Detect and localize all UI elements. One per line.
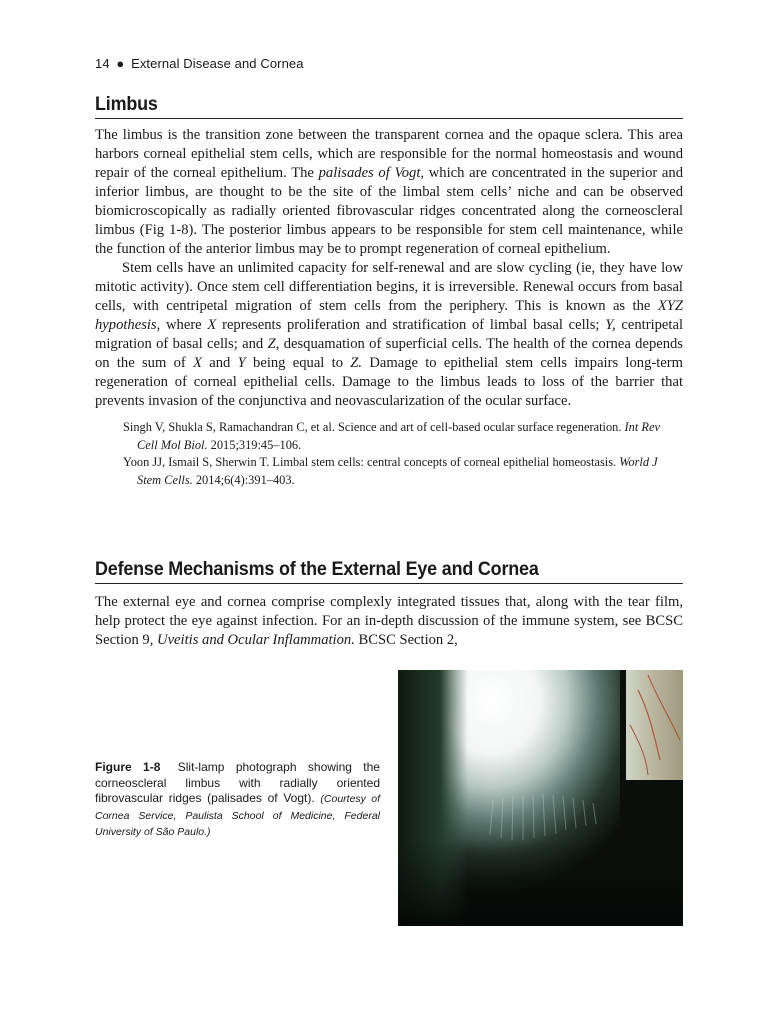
- reference-item: Yoon JJ, Ismail S, Sherwin T. Limbal stem cells: central concepts of corneal epithelial homeostasis. World J Stem Cells. 2014;6(4):391–403.: [123, 455, 658, 487]
- figure-caption-text: Slit-lamp photograph showing the corneoscleral limbus with radially oriented fibrovascular ridges (palisades of Vogt).: [95, 760, 380, 805]
- figure-caption: [95, 760, 380, 841]
- limbus-heading: Limbus: [95, 92, 683, 119]
- limbus-paragraph-1: The limbus is the transition zone between the transparent cornea and the opaque sclera. This area harbors corneal epithelial stem cells, which are responsible for the normal homeostasis and wound repair of the corneal epithelium. The palisades of Vogt, which are concentrated in the superior and inferior limbus, are thought to be the site of the limbal stem cells’ niche and can be observed biomicroscopically as radially oriented fibrovascular ridges concentrated along the corneoscleral limbus (Fig 1-8). The posterior limbus appears to be responsible for stem cell maintenance, while the function of the anterior limbus may be to prompt regeneration of corneal epithelium.: [95, 127, 683, 257]
- running-head: [95, 56, 304, 71]
- slit-lamp-photograph: [398, 670, 683, 926]
- limbus-paragraph-2: Stem cells have an unlimited capacity for self-renewal and are slow cycling (ie, they have low mitotic activity). Once stem cell differentiation begins, it is irreversible. Renewal occurs from basal cells, with centripetal migration of stem cells from the periphery. This is known as the XYZ hypothesis, where X represents proliferation and stratification of limbal basal cells; Y, centripetal migration of basal cells; and Z, desquamation of superficial cells. The health of the cornea depends on the sum of X and Y being equal to Z. Damage to epithelial stem cells impairs long-term regeneration of corneal epithelial cells. Damage to the limbus leads to loss of the barrier that prevents invasion of the conjunctiva and neovascularization of the ocular surface.: [95, 260, 684, 409]
- reference-item: Singh V, Shukla S, Ramachandran C, et al. Science and art of cell-based ocular surface regeneration. Int Rev Cell Mol Biol. 2015;319:45–106.: [123, 420, 660, 452]
- defense-heading: Defense Mechanisms of the External Eye and Cornea: [95, 557, 683, 584]
- limbus-section: [95, 92, 683, 489]
- figure-credit: (Courtesy of Cornea Service, Paulista School of Medicine, Federal University of São Paulo.): [95, 793, 381, 838]
- figure-label: Figure 1-8: [95, 760, 161, 774]
- defense-paragraph-1: The external eye and cornea comprise complexly integrated tissues that, along with the tear film, help protect the eye against infection. For an in-depth discussion of the immune system, see BCSC Section 9, Uveitis and Ocular Inflammation. BCSC Section 2,: [95, 594, 683, 648]
- reference-list: [123, 419, 683, 489]
- bullet-separator: ●: [116, 56, 125, 71]
- book-title: External Disease and Cornea: [131, 56, 304, 71]
- defense-section: [95, 557, 683, 650]
- page-number: 14: [95, 56, 110, 71]
